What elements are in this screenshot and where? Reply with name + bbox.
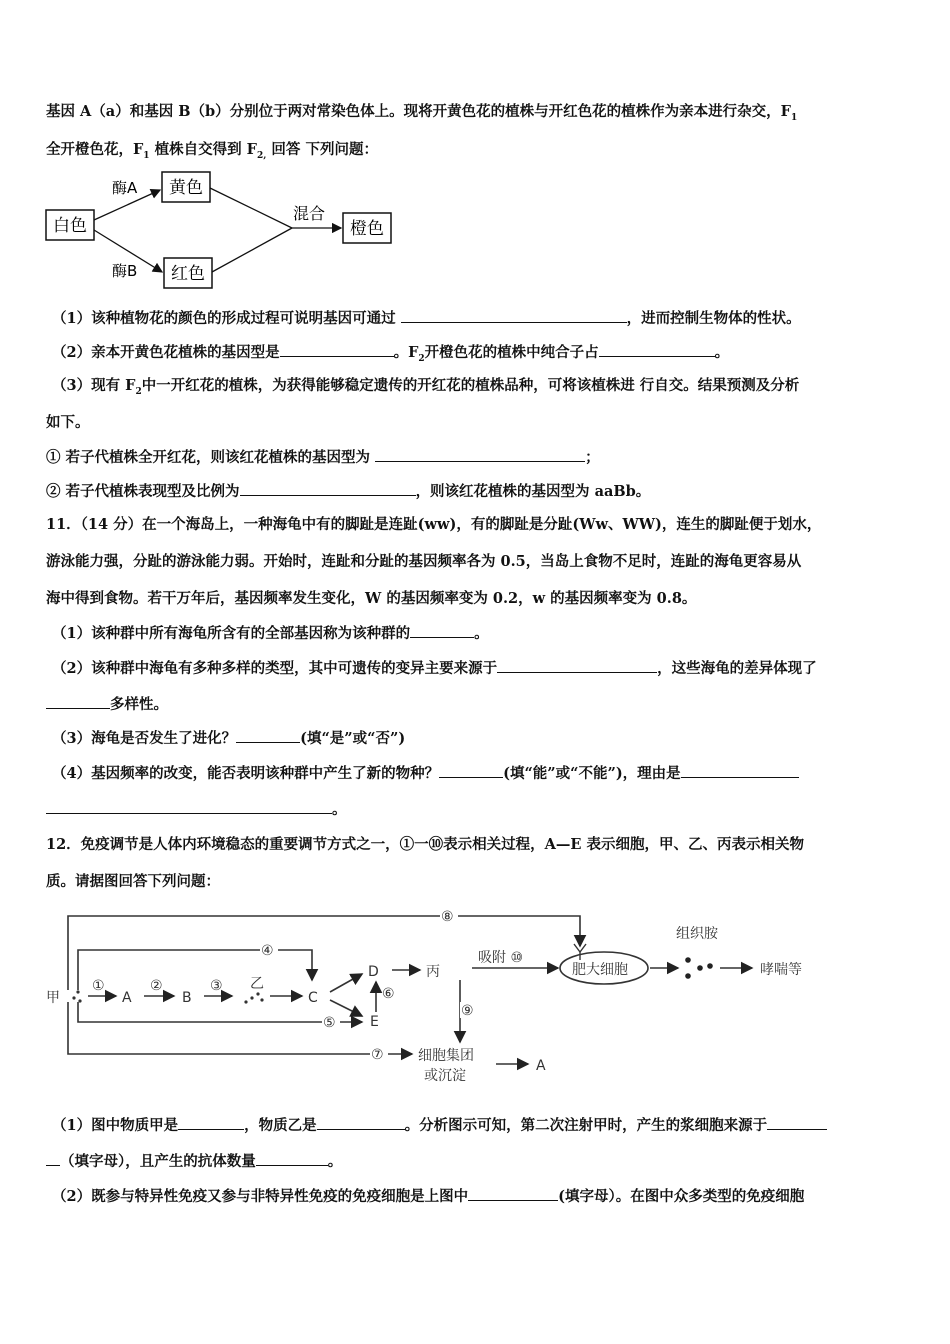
q12-part2: （2）既参与特异性免疫又参与非特异性免疫的免疫细胞是上图中 (填字母）。在图中众多类型的免疫细胞 bbox=[52, 1188, 805, 1205]
intro-line-2: 全开橙色花，$F_1$ 植株自交得到 $F_{2,}$ 回答 下列问题： bbox=[46, 141, 378, 161]
label-n2: ② bbox=[150, 978, 163, 994]
yellow-label: 黄色 bbox=[169, 178, 203, 198]
q11-stem-3: 海中得到食物。若干万年后，基因频率发生变化，W 的基因频率变为 0.2，w 的基因频率变为 0.8。 bbox=[46, 590, 697, 607]
line-red-mix bbox=[212, 228, 292, 272]
antigen-dots bbox=[72, 990, 81, 1002]
answer-blank[interactable] bbox=[410, 623, 474, 638]
arrow-c-e bbox=[330, 1000, 362, 1016]
flower-color-diagram bbox=[40, 168, 410, 292]
answer-blank[interactable] bbox=[178, 1115, 244, 1130]
label-b: B bbox=[182, 990, 192, 1006]
label-n8: ⑧ bbox=[441, 909, 454, 925]
answer-blank[interactable] bbox=[256, 1151, 328, 1166]
label-n9: ⑨ bbox=[461, 1003, 474, 1019]
white-label: 白色 bbox=[53, 216, 87, 236]
label-a: A bbox=[122, 990, 132, 1006]
label-n4: ④ bbox=[261, 943, 274, 959]
answer-blank[interactable] bbox=[497, 658, 657, 673]
q12-stem-2: 质。请据图回答下列问题： bbox=[46, 873, 220, 890]
answer-blank[interactable] bbox=[46, 799, 332, 814]
q11-part1: （1）该种群中所有海龟所含有的全部基因称为该种群的 。 bbox=[52, 625, 489, 642]
label-a2: A bbox=[536, 1058, 546, 1074]
answer-blank[interactable] bbox=[236, 728, 300, 743]
answer-blank[interactable] bbox=[681, 763, 799, 778]
q11-part3: （3）海龟是否发生了进化？ (填“是”或“否”) bbox=[52, 730, 406, 747]
label-yi: 乙 bbox=[250, 976, 264, 992]
label-e: E bbox=[370, 1014, 379, 1030]
path-7 bbox=[68, 1002, 412, 1054]
q11-part2-cont: 多样性。 bbox=[46, 694, 906, 715]
arrow-c-d bbox=[330, 974, 362, 992]
label-cluster-1: 细胞集团 bbox=[418, 1048, 474, 1064]
path-5 bbox=[78, 1002, 362, 1022]
enzyme-a-label: 酶A bbox=[112, 179, 138, 197]
label-n7: ⑦ bbox=[371, 1047, 384, 1063]
q12-part1-cont: （填字母），且产生的抗体数量 。 bbox=[46, 1151, 906, 1172]
label-jia: 甲 bbox=[46, 990, 60, 1006]
q11-part4: （4）基因频率的改变，能否表明该种群中产生了新的物种？ (填“能”或“不能”)，理由是 bbox=[52, 763, 912, 784]
intro-line-1: 基因 A（a）和基因 B（b）分别位于两对常染色体上。现将开黄色花的植株与开红色花的植株作为亲本进行杂交，$F_1$ bbox=[46, 103, 798, 123]
answer-blank[interactable] bbox=[439, 763, 503, 778]
histamine-dots bbox=[685, 957, 713, 979]
q11-stem-1: 11．（14 分）在一个海岛上，一种海龟中有的脚趾是连趾(ww)，有的脚趾是分趾(Ww、WW)，连生的脚趾便于划水， bbox=[46, 516, 822, 533]
q11-part2: （2）该种群中海龟有多种多样的类型，其中可遗传的变异主要来源于 ，这些海龟的差异体现了 bbox=[52, 660, 817, 677]
answer-blank[interactable] bbox=[375, 447, 585, 462]
label-n1: ① bbox=[92, 978, 105, 994]
answer-blank[interactable] bbox=[46, 1151, 60, 1166]
q10-part3-case2: ② 若子代植株表现型及比例为 ，则该红花植株的基因型为 aaBb。 bbox=[46, 483, 651, 500]
label-adsorb: 吸附 ⑩ bbox=[478, 950, 524, 966]
q12-part1: （1）图中物质甲是 ，物质乙是 。分析图示可知，第二次注射甲时，产生的浆细胞来源于 bbox=[52, 1115, 912, 1136]
answer-blank[interactable] bbox=[317, 1115, 405, 1130]
line-yellow-mix bbox=[210, 188, 292, 228]
answer-blank[interactable] bbox=[280, 342, 394, 357]
answer-blank[interactable] bbox=[401, 308, 627, 323]
label-mast-cell: 肥大细胞 bbox=[572, 962, 628, 978]
q12-stem-1: 12．免疫调节是人体内环境稳态的重要调节方式之一，①一⑩表示相关过程，A—E 表示细胞，甲、乙、丙表示相关物 bbox=[46, 836, 805, 853]
q11-part4-cont: 。 bbox=[46, 799, 906, 820]
answer-blank[interactable] bbox=[599, 342, 715, 357]
label-c: C bbox=[308, 990, 318, 1006]
answer-blank[interactable] bbox=[240, 481, 416, 496]
q10-part3-cont: 如下。 bbox=[46, 414, 90, 431]
label-d: D bbox=[368, 964, 379, 980]
answer-blank[interactable] bbox=[46, 694, 110, 709]
mix-label: 混合 bbox=[293, 204, 326, 223]
q10-part1: （1）该种植物花的颜色的形成过程可说明基因可通过 ，进而控制生物体的性状。 bbox=[52, 310, 801, 327]
orange-label: 橙色 bbox=[350, 219, 384, 239]
label-n6: ⑥ bbox=[382, 986, 395, 1002]
immune-diagram bbox=[40, 906, 840, 1092]
label-bing: 丙 bbox=[426, 964, 440, 980]
antibody-icon bbox=[574, 944, 586, 960]
enzyme-b-label: 酶B bbox=[112, 262, 138, 280]
q10-part3-case1: ① 若子代植株全开红花，则该红花植株的基因型为 ； bbox=[46, 449, 600, 466]
label-histamine: 组织胺 bbox=[676, 926, 718, 942]
q11-stem-2: 游泳能力强，分趾的游泳能力弱。开始时，连趾和分趾的基因频率各为 0.5，当岛上食物不足时，连趾的海龟更容易从 bbox=[46, 553, 802, 570]
answer-blank[interactable] bbox=[468, 1186, 558, 1201]
label-cluster-2: 或沉淀 bbox=[424, 1068, 466, 1084]
q10-part2: （2）亲本开黄色花植株的基因型是 。$F_2$开橙色花的植株中纯合子占 。 bbox=[52, 344, 730, 364]
answer-blank[interactable] bbox=[767, 1115, 827, 1130]
yi-dots bbox=[244, 992, 263, 1003]
label-n5: ⑤ bbox=[323, 1015, 336, 1031]
label-wheeze: 哮喘等 bbox=[760, 962, 802, 978]
label-n3: ③ bbox=[210, 978, 223, 994]
q10-part3: （3）现有 $F_2$中一开红花的植株，为获得能够稳定遗传的开红花的植株品种，可将该植株进 行自交。结果预测及分析 bbox=[52, 377, 800, 397]
red-label: 红色 bbox=[171, 264, 205, 284]
